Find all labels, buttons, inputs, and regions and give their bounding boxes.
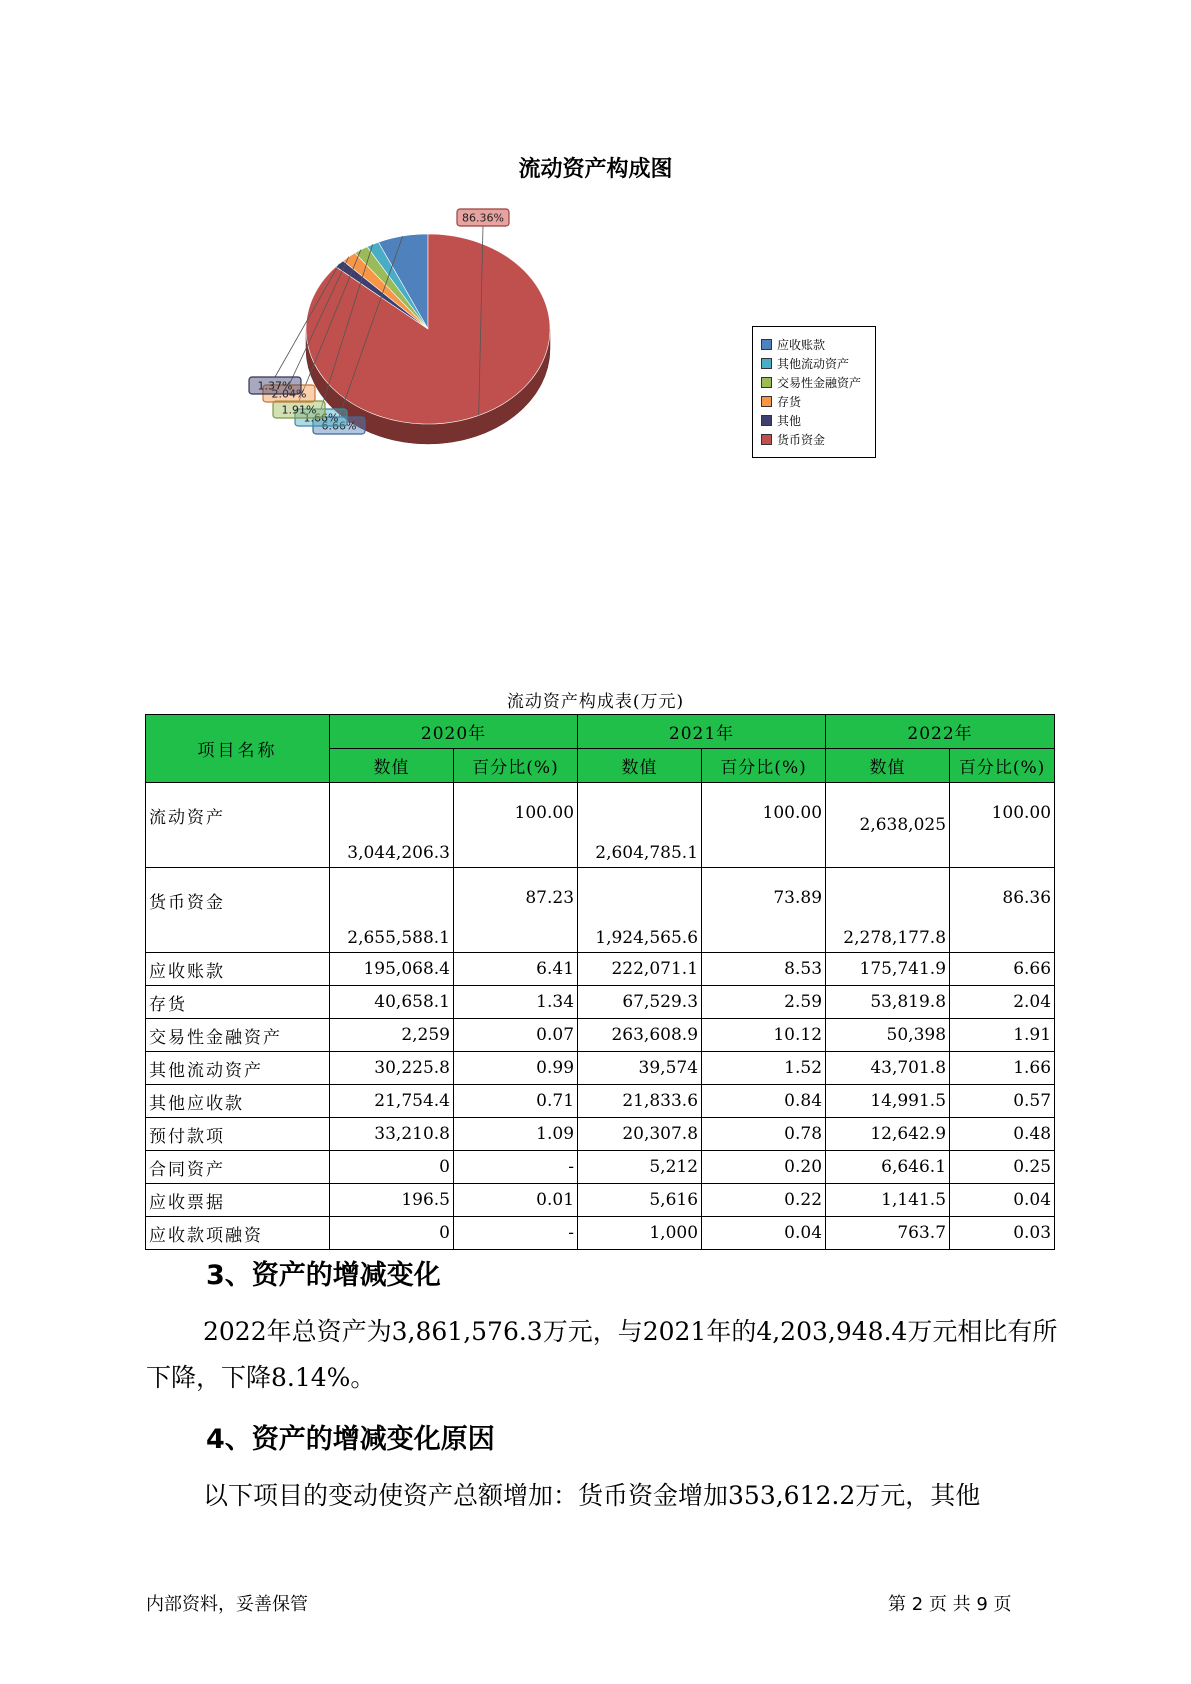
- value-cell: 12,642.9: [826, 1118, 950, 1151]
- data-label: 1.66%: [303, 411, 339, 425]
- table-row: [146, 868, 1055, 953]
- percent-cell: 0.04: [702, 1217, 826, 1250]
- header-value: 数值: [330, 749, 454, 783]
- table-row: [146, 1085, 1055, 1118]
- table-row: [146, 986, 1055, 1019]
- data-label: 1.91%: [281, 403, 317, 417]
- percent-cell: -: [454, 1151, 578, 1184]
- legend-swatch: [761, 434, 772, 445]
- value-cell: 1,924,565.6: [578, 868, 702, 953]
- percent-cell: 0.71: [454, 1085, 578, 1118]
- value-cell: 2,638,025: [826, 783, 950, 868]
- value-cell: 43,701.8: [826, 1052, 950, 1085]
- legend-item: [753, 430, 875, 449]
- table-row: [146, 1118, 1055, 1151]
- legend-label: 应收账款: [777, 338, 826, 352]
- row-label: 其他应收款: [146, 1085, 330, 1118]
- value-cell: 50,398: [826, 1019, 950, 1052]
- legend-label: 其他: [777, 414, 802, 428]
- percent-cell: 0.25: [950, 1151, 1055, 1184]
- legend-swatch: [761, 377, 772, 388]
- value-cell: 40,658.1: [330, 986, 454, 1019]
- legend-item: [753, 354, 875, 373]
- chart-title: 流动资产构成图: [518, 157, 673, 182]
- row-label: 应收票据: [146, 1184, 330, 1217]
- legend-item: [753, 335, 875, 354]
- table-row: [146, 1052, 1055, 1085]
- header-year-2020: 2020年: [330, 715, 578, 749]
- row-label: 预付款项: [146, 1118, 330, 1151]
- value-cell: 175,741.9: [826, 953, 950, 986]
- percent-cell: 1.52: [702, 1052, 826, 1085]
- value-cell: 0: [330, 1217, 454, 1250]
- value-cell: 1,141.5: [826, 1184, 950, 1217]
- value-cell: 2,259: [330, 1019, 454, 1052]
- percent-cell: 8.53: [702, 953, 826, 986]
- value-cell: 33,210.8: [330, 1118, 454, 1151]
- percent-cell: 6.41: [454, 953, 578, 986]
- percent-cell: 2.59: [702, 986, 826, 1019]
- value-cell: 222,071.1: [578, 953, 702, 986]
- current-assets-table: [145, 714, 1055, 1250]
- row-label: 应收款项融资: [146, 1217, 330, 1250]
- row-label: 合同资产: [146, 1151, 330, 1184]
- percent-cell: 0.84: [702, 1085, 826, 1118]
- percent-cell: 0.07: [454, 1019, 578, 1052]
- row-label: 其他流动资产: [146, 1052, 330, 1085]
- header-percent: 百分比(%): [702, 749, 826, 783]
- percent-cell: 100.00: [950, 783, 1055, 868]
- table-row: [146, 1019, 1055, 1052]
- legend-item: [753, 373, 875, 392]
- value-cell: 30,225.8: [330, 1052, 454, 1085]
- section-3-heading: 3、资产的增减变化: [206, 1260, 441, 1291]
- value-cell: 21,833.6: [578, 1085, 702, 1118]
- percent-cell: 0.57: [950, 1085, 1055, 1118]
- legend-swatch: [761, 339, 772, 350]
- legend-item: [753, 411, 875, 430]
- footer-page-number: 第 2 页 共 9 页: [888, 1594, 1012, 1615]
- percent-cell: 2.04: [950, 986, 1055, 1019]
- legend-swatch: [761, 415, 772, 426]
- legend-label: 其他流动资产: [777, 357, 850, 371]
- legend-label: 存货: [777, 395, 802, 409]
- legend-swatch: [761, 358, 772, 369]
- percent-cell: 100.00: [454, 783, 578, 868]
- value-cell: 20,307.8: [578, 1118, 702, 1151]
- value-cell: 263,608.9: [578, 1019, 702, 1052]
- value-cell: 2,655,588.1: [330, 868, 454, 953]
- value-cell: 2,278,177.8: [826, 868, 950, 953]
- section-4-heading: 4、资产的增减变化原因: [206, 1424, 495, 1455]
- header-year-2022: 2022年: [826, 715, 1055, 749]
- value-cell: 39,574: [578, 1052, 702, 1085]
- percent-cell: 0.22: [702, 1184, 826, 1217]
- table-row: [146, 1151, 1055, 1184]
- value-cell: 196.5: [330, 1184, 454, 1217]
- legend-label: 货币资金: [777, 433, 826, 447]
- row-label: 交易性金融资产: [146, 1019, 330, 1052]
- row-label: 应收账款: [146, 953, 330, 986]
- legend-label: 交易性金融资产: [777, 376, 862, 390]
- table-row: [146, 953, 1055, 986]
- table-row: [146, 1217, 1055, 1250]
- percent-cell: 0.48: [950, 1118, 1055, 1151]
- pie-chart: [255, 205, 615, 475]
- percent-cell: 0.01: [454, 1184, 578, 1217]
- section-4-paragraph: 以下项目的变动使资产总额增加：货币资金增加353,612.2万元，其他: [203, 1481, 981, 1510]
- value-cell: 5,616: [578, 1184, 702, 1217]
- percent-cell: 0.20: [702, 1151, 826, 1184]
- value-cell: 14,991.5: [826, 1085, 950, 1118]
- data-label: 6.66%: [321, 419, 357, 433]
- percent-cell: 86.36: [950, 868, 1055, 953]
- percent-cell: 1.34: [454, 986, 578, 1019]
- legend-swatch: [761, 396, 772, 407]
- table-row: [146, 783, 1055, 868]
- data-label: 1.37%: [257, 379, 293, 393]
- header-value: 数值: [826, 749, 950, 783]
- percent-cell: -: [454, 1217, 578, 1250]
- percent-cell: 87.23: [454, 868, 578, 953]
- value-cell: 5,212: [578, 1151, 702, 1184]
- value-cell: 0: [330, 1151, 454, 1184]
- row-label: 货币资金: [146, 868, 330, 953]
- percent-cell: 0.04: [950, 1184, 1055, 1217]
- value-cell: 2,604,785.1: [578, 783, 702, 868]
- value-cell: 1,000: [578, 1217, 702, 1250]
- data-label: 86.36%: [462, 211, 504, 225]
- section-3-paragraph: 2022年总资产为3,861,576.3万元，与2021年的4,203,948.4万元相比有所下降，下降8.14%。: [146, 1317, 1058, 1392]
- percent-cell: 73.89: [702, 868, 826, 953]
- table-row: [146, 1184, 1055, 1217]
- percent-cell: 10.12: [702, 1019, 826, 1052]
- percent-cell: 0.03: [950, 1217, 1055, 1250]
- legend-item: [753, 392, 875, 411]
- percent-cell: 100.00: [702, 783, 826, 868]
- percent-cell: 6.66: [950, 953, 1055, 986]
- percent-cell: 1.91: [950, 1019, 1055, 1052]
- percent-cell: 1.09: [454, 1118, 578, 1151]
- row-label: 流动资产: [146, 783, 330, 868]
- percent-cell: 1.66: [950, 1052, 1055, 1085]
- value-cell: 21,754.4: [330, 1085, 454, 1118]
- value-cell: 53,819.8: [826, 986, 950, 1019]
- value-cell: 67,529.3: [578, 986, 702, 1019]
- row-label: 存货: [146, 986, 330, 1019]
- value-cell: 6,646.1: [826, 1151, 950, 1184]
- header-percent: 百分比(%): [454, 749, 578, 783]
- header-value: 数值: [578, 749, 702, 783]
- footer-confidential-note: 内部资料，妥善保管: [146, 1594, 308, 1615]
- data-label: 2.04%: [271, 387, 307, 401]
- header-year-2021: 2021年: [578, 715, 826, 749]
- value-cell: 3,044,206.3: [330, 783, 454, 868]
- percent-cell: 0.78: [702, 1118, 826, 1151]
- value-cell: 763.7: [826, 1217, 950, 1250]
- chart-legend: [752, 326, 876, 458]
- header-item-name: 项目名称: [146, 715, 330, 783]
- header-percent: 百分比(%): [950, 749, 1055, 783]
- percent-cell: 0.99: [454, 1052, 578, 1085]
- value-cell: 195,068.4: [330, 953, 454, 986]
- table-caption: 流动资产构成表(万元): [506, 692, 685, 712]
